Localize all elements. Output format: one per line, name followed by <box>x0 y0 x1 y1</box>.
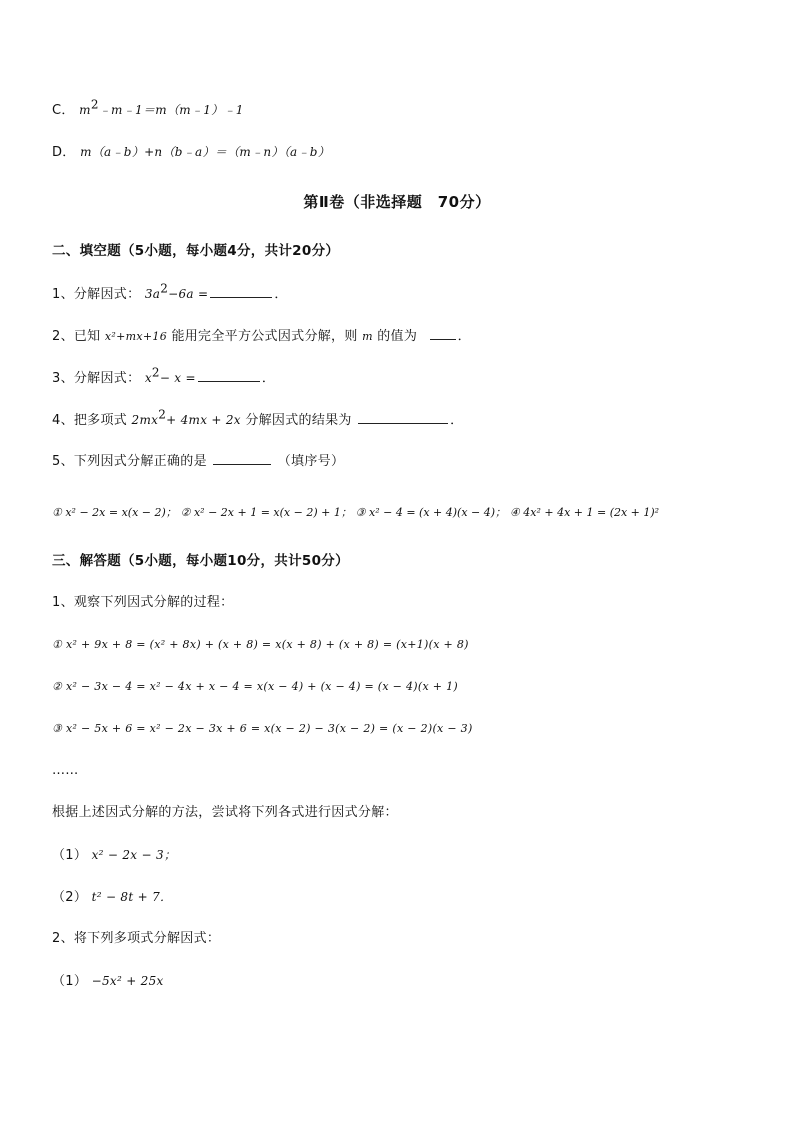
sub1-expr: x² − 2x − 3； <box>91 848 177 862</box>
step-2-expr: ② x² − 3x − 4 = x² − 4x + x − 4 = x(x − 4) + (x − 4) = (x − 4)(x + 1) <box>52 680 458 693</box>
answer-blank[interactable] <box>210 285 272 298</box>
q2-suffix: 的值为 <box>377 329 418 344</box>
q2-sub1-expr: −5x² + 25x <box>91 974 164 988</box>
answer-blank[interactable] <box>430 327 456 340</box>
part2-q3: 3、分解因式： $x^2- x$ = ． <box>52 365 276 386</box>
q2-end: ． <box>457 329 471 344</box>
sub-question-2 <box>52 888 172 907</box>
sub2-expr: t² − 8t + 7． <box>91 890 173 904</box>
part3-heading: 三、解答题（5小题，每小题10分，共计50分） <box>52 553 349 569</box>
q4-expr-a: 2mx <box>131 413 159 427</box>
q1-prefix: 1、分解因式： <box>52 287 141 302</box>
part2-q2 <box>52 327 471 346</box>
q3-prefix: 3、分解因式： <box>52 371 141 386</box>
q5-option-4: ④ 4x² + 4x + 1 = (2x + 1)² <box>509 506 660 519</box>
q4-end: ． <box>450 413 464 428</box>
part2-q4: 4、把多项式 $2mx^2+ 4mx + 2x$ 分解因式的结果为 ． <box>52 407 464 428</box>
option-c-expr-b: ﹣m﹣1＝m（m﹣1）﹣1 <box>98 103 244 117</box>
q1-suffix: ． <box>274 287 288 302</box>
part3-q2-title: 2、将下列多项式分解因式： <box>52 931 221 946</box>
q4-prefix: 4、把多项式 <box>52 413 128 428</box>
q3-expr-a: x <box>144 371 152 385</box>
q2-sub-question-1 <box>52 972 164 991</box>
option-d-expr: m（a﹣b）+n（b﹣a）＝（m﹣n）（a﹣b） <box>80 145 331 159</box>
q5-option-1: ① x² − 2x = x(x − 2)； <box>52 506 177 519</box>
q2-expr: x²+mx+16 <box>104 330 167 343</box>
step-3-expr: ③ x² − 5x + 6 = x² − 2x − 3x + 6 = x(x − 2) − 3(x − 2) = (x − 2)(x − 3) <box>52 722 473 735</box>
part2-q1: 1、分解因式： $3a^2-6a$ = ． <box>52 281 288 302</box>
answer-blank[interactable] <box>358 411 448 424</box>
option-d-letter: D． <box>52 145 76 160</box>
part2-q5 <box>52 452 344 471</box>
factor-step-2 <box>52 678 458 696</box>
q5-options <box>52 503 659 522</box>
q5-option-3: ③ x² − 4 = (x + 4)(x − 4)； <box>355 506 507 519</box>
answer-blank[interactable] <box>213 452 271 465</box>
q2-prefix: 2、已知 <box>52 329 101 344</box>
step-1-expr: ① x² + 9x + 8 = (x² + 8x) + (x + 8) = x(x + 8) + (x + 8) = (x+1)(x + 8) <box>52 638 469 651</box>
sub-question-1 <box>52 846 176 865</box>
q5-suffix: （填序号） <box>277 454 345 469</box>
sub2-label: （2） <box>52 890 88 905</box>
answer-blank[interactable] <box>198 369 260 382</box>
q5-prefix: 5、下列因式分解正确的是 <box>52 454 207 469</box>
q1-expr-a: 3a <box>144 287 161 301</box>
option-c-expr-a: m <box>79 103 91 117</box>
part3-instruction: 根据上述因式分解的方法，尝试将下列各式进行因式分解： <box>52 805 398 820</box>
part2-heading: 二、填空题（5小题，每小题4分，共计20分） <box>52 243 340 259</box>
q4-expr-b: + 4mx + 2x <box>166 413 241 427</box>
q3-expr-b: − x = <box>159 371 196 385</box>
sub1-label: （1） <box>52 848 88 863</box>
q3-suffix: ． <box>261 371 276 386</box>
ellipsis: …… <box>52 763 79 778</box>
section-title: 第Ⅱ卷（非选择题 70分） <box>303 193 491 211</box>
q1-expr-b: −6a = <box>168 287 209 301</box>
factor-step-1 <box>52 636 469 654</box>
option-d <box>52 143 330 162</box>
q2-var: m <box>362 330 373 343</box>
part3-q1-title: 1、观察下列因式分解的过程： <box>52 595 234 610</box>
q5-option-2: ② x² − 2x + 1 = x(x − 2) + 1； <box>180 506 352 519</box>
option-c: C． $m^2﹣m﹣1=m(m﹣1)﹣1$ <box>52 97 244 118</box>
q2-sub1-label: （1） <box>52 974 88 989</box>
option-c-letter: C． <box>52 103 75 118</box>
factor-step-3 <box>52 720 473 738</box>
q2-mid: 能用完全平方公式因式分解，则 <box>171 329 358 344</box>
q4-suffix: 分解因式的结果为 <box>245 413 352 428</box>
